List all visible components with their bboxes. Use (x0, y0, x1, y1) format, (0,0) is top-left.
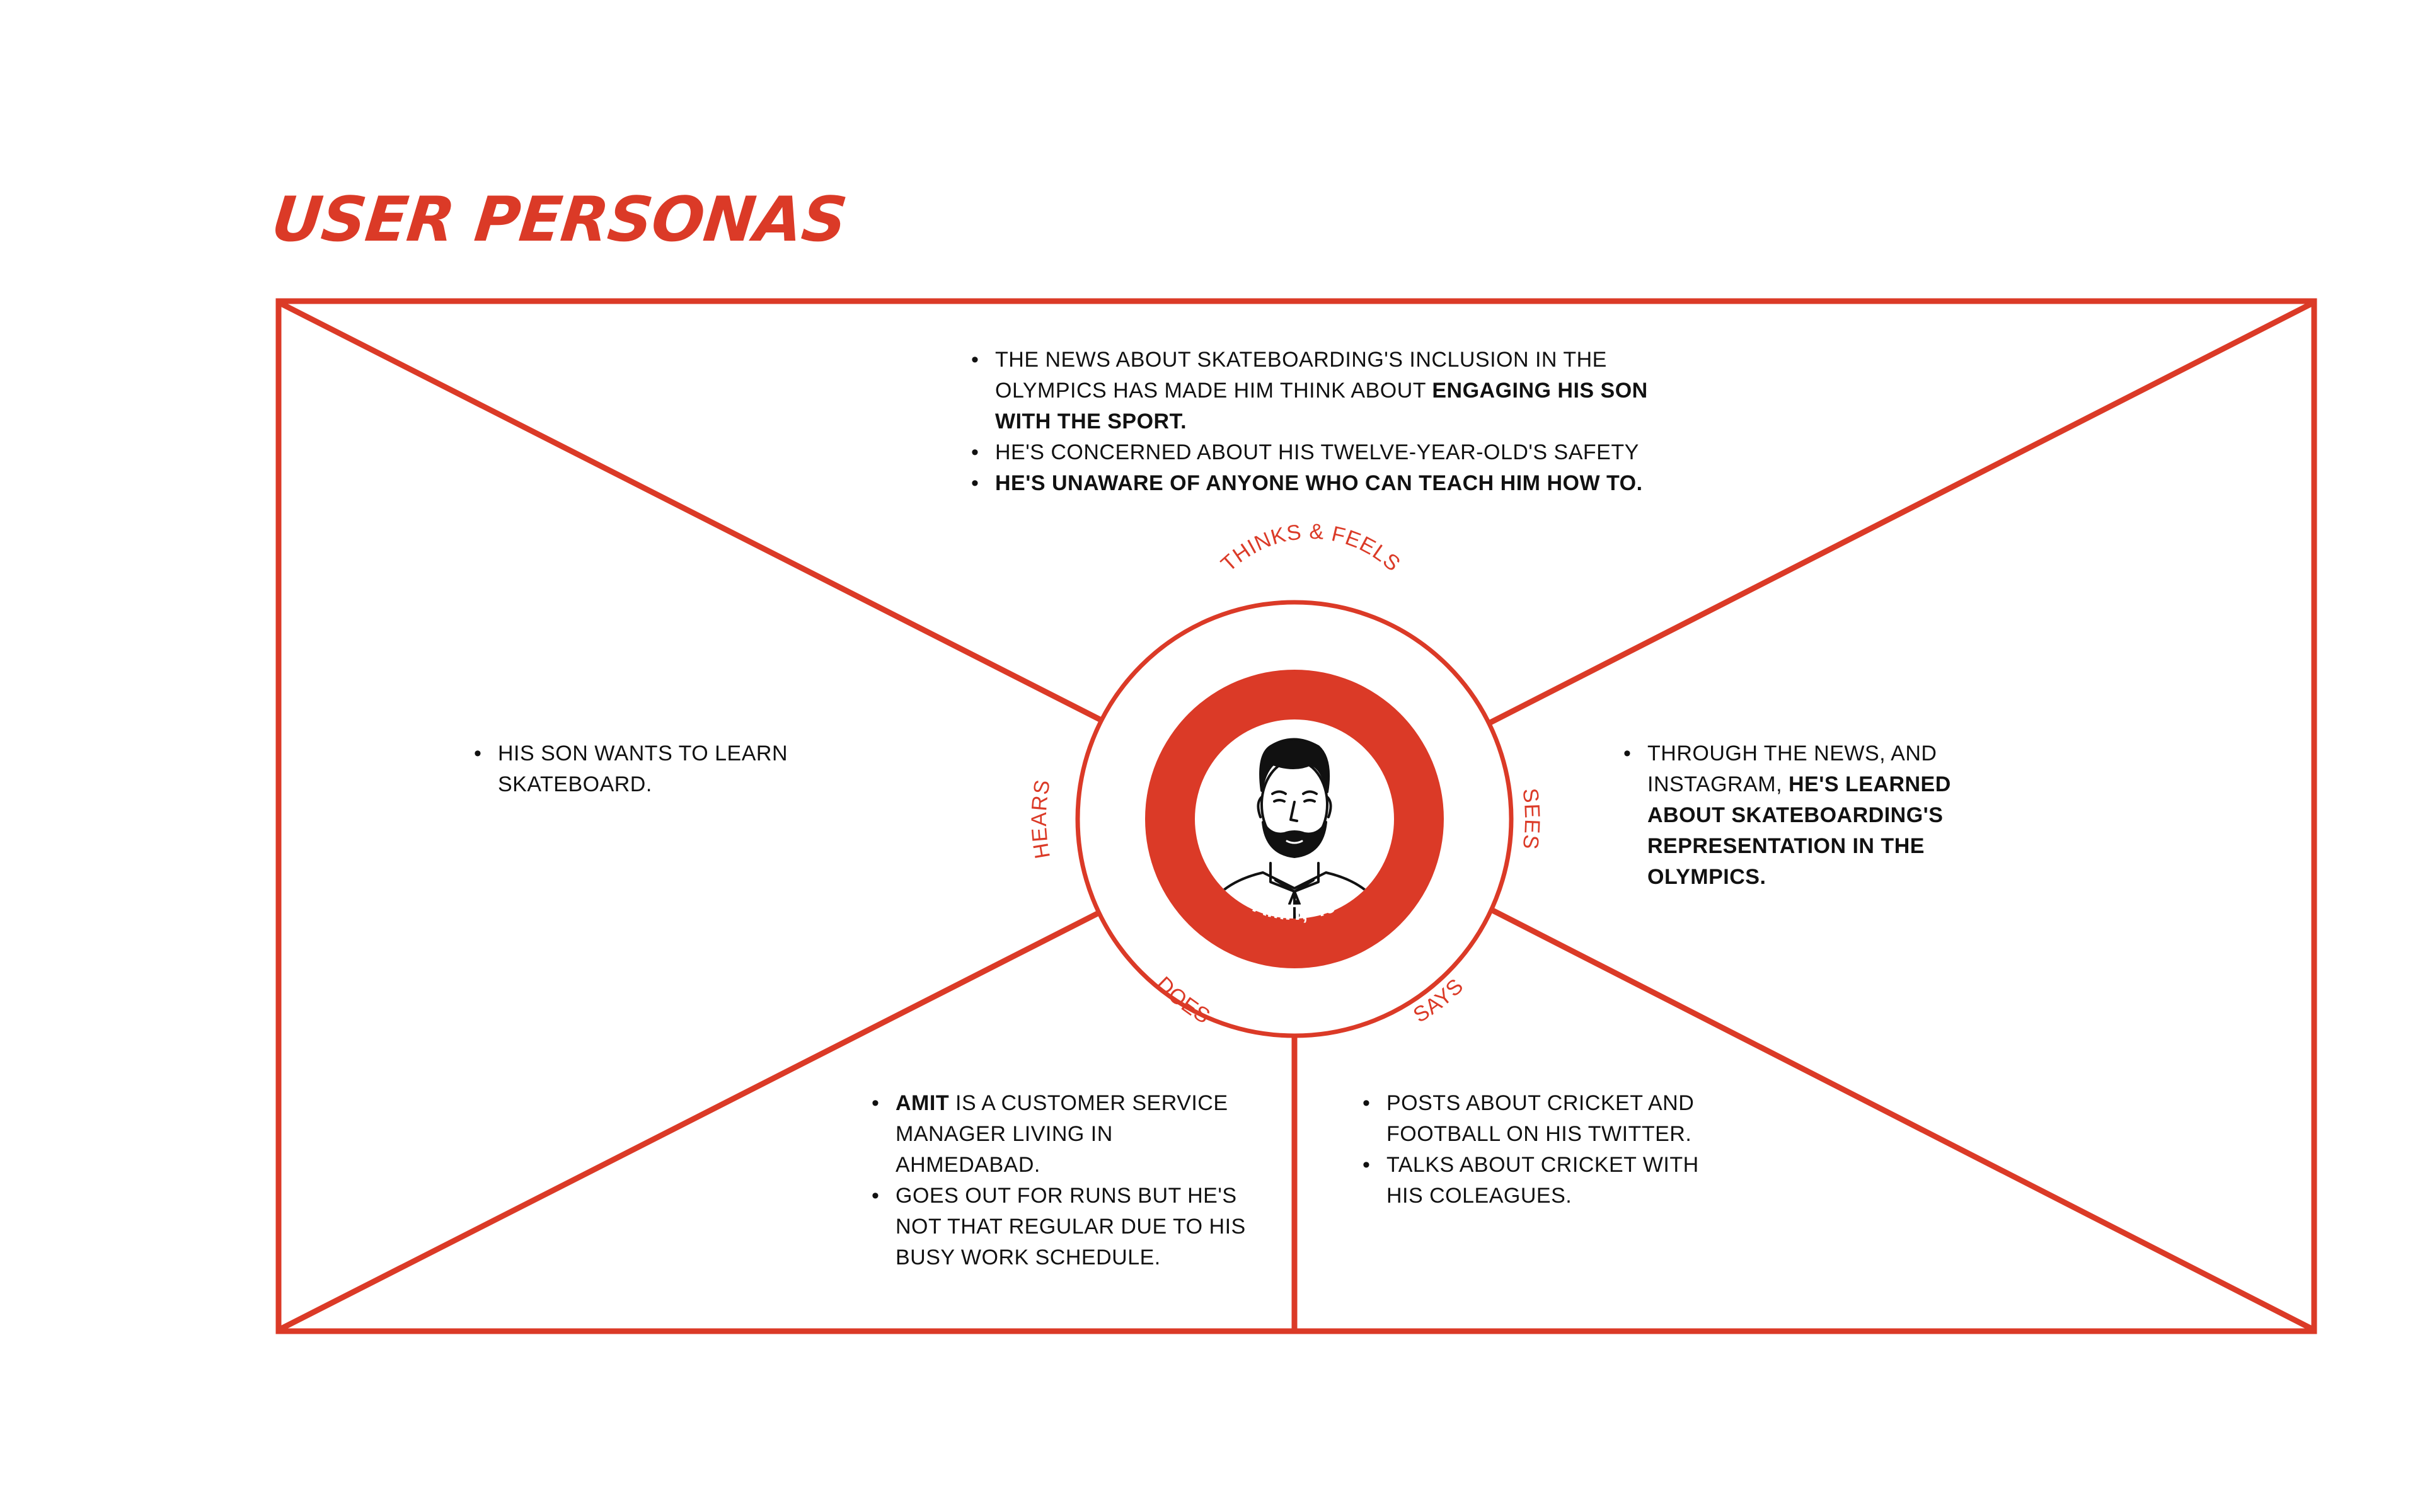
hears-block (474, 738, 827, 800)
says-block (1363, 1088, 1741, 1211)
list-item: • TALKS ABOUT CRICKET WITH HIS COLEAGUES. (1363, 1150, 1741, 1211)
says-label: SAYS (1409, 973, 1468, 1028)
list-item: • POSTS ABOUT CRICKET AND FOOTBALL ON HIS TWITTER. (1363, 1088, 1741, 1150)
list-item: • HIS SON WANTS TO LEARN SKATEBOARD. (474, 738, 827, 800)
thinks-feels-label: THINKS & FEELS (1216, 519, 1405, 576)
sees-label: SEES (1518, 787, 1545, 851)
list-item: • HE'S UNAWARE OF ANYONE WHO CAN TEACH HIM HOW TO. (971, 468, 1664, 499)
hears-label: HEARS (1027, 777, 1056, 861)
list-item: • THE NEWS ABOUT SKATEBOARDING'S INCLUSION IN THE OLYMPICS HAS MADE HIM THINK ABOUT ENGAGING HIS SON WITH THE SPORT. (971, 345, 1664, 437)
does-block (872, 1088, 1250, 1273)
list-item: • HE'S CONCERNED ABOUT HIS TWELVE-YEAR-OLD'S SAFETY (971, 437, 1664, 468)
list-item: • AMIT IS A CUSTOMER SERVICE MANAGER LIVING IN AHMEDABAD. (872, 1088, 1250, 1181)
persona-name-age: AMIT, 40 (1250, 892, 1339, 925)
thinks-feels-block (971, 345, 1664, 499)
list-item: • THROUGH THE NEWS, AND INSTAGRAM, HE'S LEARNED ABOUT SKATEBOARDING'S REPRESENTATION IN THE OLYMPICS. (1623, 738, 1976, 893)
list-item: • GOES OUT FOR RUNS BUT HE'S NOT THAT REGULAR DUE TO HIS BUSY WORK SCHEDULE. (872, 1181, 1250, 1273)
sees-block (1623, 738, 1976, 893)
does-label: DOES (1151, 971, 1215, 1029)
page-title: USER PERSONAS (268, 184, 850, 256)
